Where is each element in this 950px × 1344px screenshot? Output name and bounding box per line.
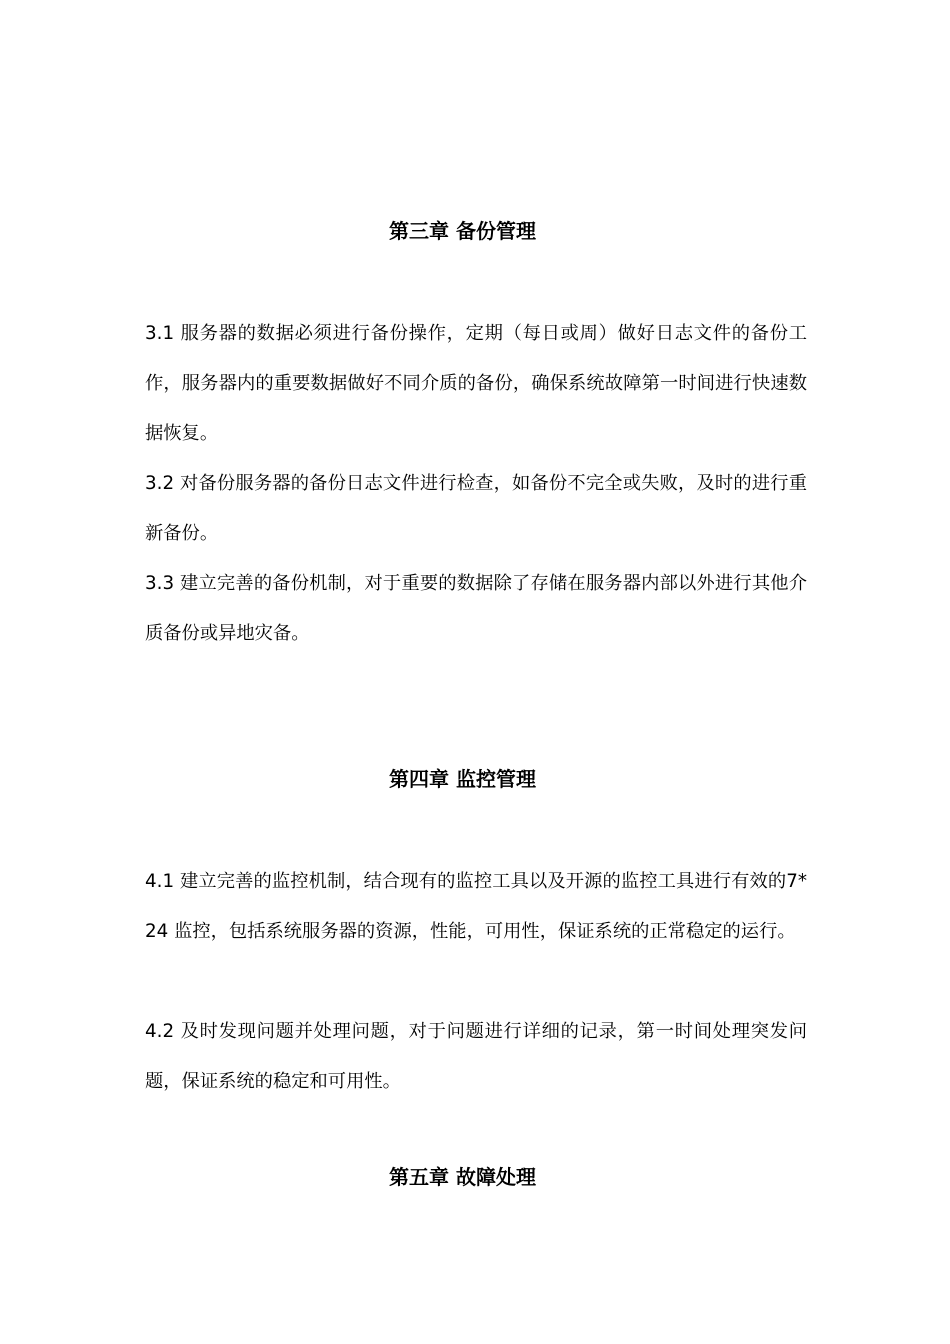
paragraph-4-1: 4.1 建立完善的监控机制，结合现有的监控工具以及开源的监控工具进行有效的7*24 监控，包括系统服务器的资源，性能，可用性，保证系统的正常稳定的运行。 <box>145 871 807 942</box>
paragraph-3-3: 3.3 建立完善的备份机制，对于重要的数据除了存储在服务器内部以外进行其他介质备份或异地灾备。 <box>145 573 807 644</box>
paragraph-4-2: 4.2 及时发现问题并处理问题，对于问题进行详细的记录，第一时间处理突发问题，保证系统的稳定和可用性。 <box>145 1021 807 1092</box>
paragraph-3-2: 3.2 对备份服务器的备份日志文件进行检查，如备份不完全或失败，及时的进行重新备份。 <box>145 473 807 544</box>
chapter-4-title: 第四章 监控管理 <box>389 767 536 791</box>
chapter-3-title: 第三章 备份管理 <box>389 219 536 243</box>
paragraph-3-1: 3.1 服务器的数据必须进行备份操作，定期（每日或周）做好日志文件的备份工作，服务器内的重要数据做好不同介质的备份，确保系统故障第一时间进行快速数据恢复。 <box>145 323 807 444</box>
chapter-5-title: 第五章 故障处理 <box>389 1165 536 1189</box>
